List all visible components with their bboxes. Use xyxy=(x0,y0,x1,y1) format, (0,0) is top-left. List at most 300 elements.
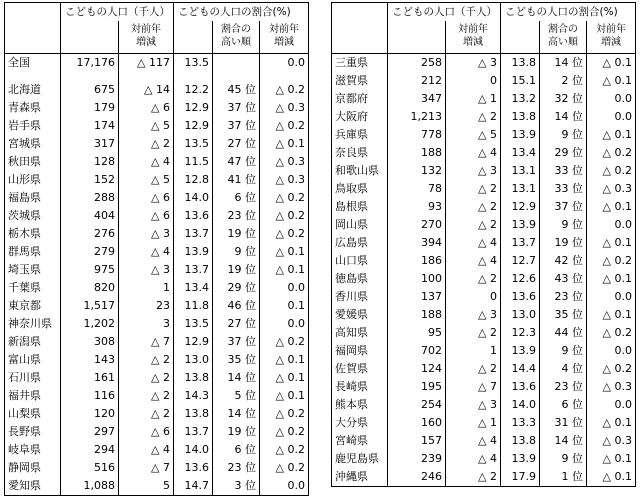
prefecture-cell: 島根県 xyxy=(332,198,388,216)
ratio-change-cell: △ 0.1 xyxy=(260,387,309,405)
prefecture-cell: 和歌山県 xyxy=(332,162,388,180)
ratio-cell: 13.9 xyxy=(501,342,540,360)
table-row xyxy=(5,81,309,99)
rank-cell: 19 位 xyxy=(540,234,587,252)
rank-cell: 23 位 xyxy=(540,288,587,306)
population-cell: 288 xyxy=(61,189,119,207)
ratio-cell: 13.9 xyxy=(501,216,540,234)
ratio-change-cell: △ 0.2 xyxy=(260,225,309,243)
rank-cell: 41 位 xyxy=(213,171,260,189)
table-row xyxy=(332,468,636,487)
rank-cell: 37 位 xyxy=(213,99,260,117)
table-row xyxy=(5,459,309,477)
table-row xyxy=(332,396,636,414)
ratio-change-cell: △ 0.1 xyxy=(587,306,636,324)
table-row xyxy=(5,441,309,459)
population-change-cell: △ 2 xyxy=(446,270,501,288)
table-row xyxy=(5,405,309,423)
population-cell: 152 xyxy=(61,171,119,189)
population-change-cell: △ 4 xyxy=(446,144,501,162)
prefecture-cell: 神奈川県 xyxy=(5,315,61,333)
population-cell: 212 xyxy=(388,72,446,90)
rank-cell: 14 位 xyxy=(213,405,260,423)
table-row xyxy=(332,270,636,288)
table-row xyxy=(5,135,309,153)
rank-cell: 32 位 xyxy=(540,90,587,108)
ratio-cell: 13.4 xyxy=(174,279,213,297)
rank-header: 割合の 高い順 xyxy=(213,21,260,54)
population-change-cell: △ 6 xyxy=(119,99,174,117)
ratio-change-cell: 0.0 xyxy=(587,108,636,126)
ratio-change-cell: △ 0.1 xyxy=(260,243,309,261)
population-change-cell: △ 5 xyxy=(119,117,174,135)
ratio-change-cell: △ 0.2 xyxy=(260,441,309,459)
table-row xyxy=(332,288,636,306)
ratio-change-cell: 0.0 xyxy=(260,279,309,297)
table-row xyxy=(5,369,309,387)
population-cell: 394 xyxy=(388,234,446,252)
left-population-table xyxy=(4,2,309,496)
rank-cell: 9 位 xyxy=(540,342,587,360)
ratio-yoy-header: 対前年 増減 xyxy=(587,21,636,54)
population-cell: 93 xyxy=(388,198,446,216)
ratio-cell: 17.9 xyxy=(501,468,540,487)
ratio-change-cell: △ 0.3 xyxy=(587,378,636,396)
population-cell: 246 xyxy=(388,468,446,487)
population-change-cell: △ 6 xyxy=(119,189,174,207)
population-change-cell: △ 3 xyxy=(119,225,174,243)
rank-cell: 27 位 xyxy=(213,315,260,333)
table-row xyxy=(5,225,309,243)
prefecture-cell: 宮城県 xyxy=(5,135,61,153)
right-population-table xyxy=(331,2,636,487)
population-cell: 1,202 xyxy=(61,315,119,333)
table-row xyxy=(5,261,309,279)
ratio-cell: 12.9 xyxy=(174,117,213,135)
ratio-change-cell: 0.0 xyxy=(260,315,309,333)
table-row xyxy=(5,189,309,207)
rank-cell: 35 位 xyxy=(540,306,587,324)
child-pop-header: こどもの人口（千人） xyxy=(61,3,174,22)
population-change-cell: △ 4 xyxy=(446,234,501,252)
ratio-cell: 13.4 xyxy=(501,144,540,162)
prefecture-cell: 岡山県 xyxy=(332,216,388,234)
prefecture-cell: 高知県 xyxy=(332,324,388,342)
rank-cell: 6 位 xyxy=(213,441,260,459)
population-change-cell: △ 2 xyxy=(446,180,501,198)
table-row xyxy=(5,171,309,189)
ratio-change-cell: △ 0.1 xyxy=(260,369,309,387)
rank-cell: 43 位 xyxy=(540,270,587,288)
ratio-change-cell: △ 0.2 xyxy=(260,333,309,351)
right-table-body xyxy=(332,54,636,487)
table-row xyxy=(332,126,636,144)
population-cell: 157 xyxy=(388,432,446,450)
prefecture-cell: 徳島県 xyxy=(332,270,388,288)
ratio-change-cell: 0.0 xyxy=(587,90,636,108)
prefecture-cell: 東京都 xyxy=(5,297,61,315)
population-change-cell: 23 xyxy=(119,297,174,315)
population-change-cell: △ 2 xyxy=(119,387,174,405)
rank-cell: 19 位 xyxy=(213,423,260,441)
ratio-cell: 13.9 xyxy=(174,243,213,261)
population-change-cell: △ 2 xyxy=(119,405,174,423)
ratio-change-cell: △ 0.2 xyxy=(587,162,636,180)
prefecture-cell: 長崎県 xyxy=(332,378,388,396)
ratio-change-cell: △ 0.2 xyxy=(260,189,309,207)
population-change-cell: △ 7 xyxy=(446,378,501,396)
ratio-cell: 13.8 xyxy=(501,54,540,73)
population-change-cell: △ 3 xyxy=(446,396,501,414)
ratio-change-cell: △ 0.2 xyxy=(587,144,636,162)
prefecture-cell: 佐賀県 xyxy=(332,360,388,378)
rank-cell: 4 位 xyxy=(540,360,587,378)
ratio-change-cell: 0.1 xyxy=(260,297,309,315)
ratio-change-cell: 0.0 xyxy=(587,396,636,414)
population-change-cell: △ 4 xyxy=(446,432,501,450)
prefecture-cell: 宮崎県 xyxy=(332,432,388,450)
rank-cell: 33 位 xyxy=(540,162,587,180)
table-row xyxy=(332,306,636,324)
rank-cell: 45 位 xyxy=(213,81,260,99)
prefecture-cell: 石川県 xyxy=(5,369,61,387)
ratio-cell: 13.3 xyxy=(501,414,540,432)
ratio-change-cell: 0.0 xyxy=(587,342,636,360)
population-cell: 95 xyxy=(388,324,446,342)
population-cell: 143 xyxy=(61,351,119,369)
table-row xyxy=(332,324,636,342)
ratio-change-cell: △ 0.2 xyxy=(260,423,309,441)
population-change-cell: 0 xyxy=(446,72,501,90)
ratio-cell: 12.2 xyxy=(174,81,213,99)
population-cell: 276 xyxy=(61,225,119,243)
population-change-cell: △ 6 xyxy=(119,207,174,225)
population-cell: 297 xyxy=(61,423,119,441)
population-cell: 17,176 xyxy=(61,54,119,73)
prefecture-cell: 広島県 xyxy=(332,234,388,252)
ratio-change-cell: 0.0 xyxy=(260,477,309,496)
ratio-cell: 13.0 xyxy=(501,306,540,324)
ratio-cell: 13.5 xyxy=(174,135,213,153)
rank-cell: 27 位 xyxy=(213,135,260,153)
ratio-cell: 15.1 xyxy=(501,72,540,90)
prefecture-cell: 静岡県 xyxy=(5,459,61,477)
prefecture-cell: 鹿児島県 xyxy=(332,450,388,468)
population-cell: 239 xyxy=(388,450,446,468)
population-cell: 128 xyxy=(61,153,119,171)
population-change-cell: 0 xyxy=(446,288,501,306)
table-row xyxy=(332,360,636,378)
rank-cell: 46 位 xyxy=(213,297,260,315)
ratio-change-cell: △ 0.3 xyxy=(587,432,636,450)
population-cell: 258 xyxy=(388,54,446,73)
ratio-change-cell: △ 0.1 xyxy=(260,261,309,279)
table-row xyxy=(332,162,636,180)
rank-cell: 23 位 xyxy=(540,378,587,396)
ratio-cell: 13.6 xyxy=(174,459,213,477)
table-row xyxy=(332,234,636,252)
rank-cell: 14 位 xyxy=(540,54,587,73)
table-row xyxy=(332,450,636,468)
ratio-change-cell: △ 0.1 xyxy=(260,135,309,153)
table-row xyxy=(5,99,309,117)
prefecture-cell: 福井県 xyxy=(5,387,61,405)
ratio-change-cell: △ 0.1 xyxy=(587,450,636,468)
population-change-cell: △ 2 xyxy=(119,369,174,387)
rank-cell: 35 位 xyxy=(213,351,260,369)
population-cell: 516 xyxy=(61,459,119,477)
ratio-cell: 14.4 xyxy=(501,360,540,378)
prefecture-cell: 全国 xyxy=(5,54,61,73)
ratio-change-cell: △ 0.3 xyxy=(260,171,309,189)
population-cell: 702 xyxy=(388,342,446,360)
prefecture-cell: 愛媛県 xyxy=(332,306,388,324)
population-change-cell: △ 2 xyxy=(446,198,501,216)
prefecture-cell: 福島県 xyxy=(5,189,61,207)
table-row xyxy=(332,90,636,108)
prefecture-cell: 秋田県 xyxy=(5,153,61,171)
rank-cell: 23 位 xyxy=(213,207,260,225)
table-row xyxy=(332,144,636,162)
ratio-cell: 12.7 xyxy=(501,252,540,270)
rank-cell xyxy=(213,54,260,73)
prefecture-cell: 青森県 xyxy=(5,99,61,117)
prefecture-cell: 栃木県 xyxy=(5,225,61,243)
ratio-change-cell: △ 0.2 xyxy=(260,207,309,225)
ratio-change-cell: △ 0.3 xyxy=(587,180,636,198)
population-change-cell: 1 xyxy=(446,342,501,360)
prefecture-cell: 北海道 xyxy=(5,81,61,99)
rank-cell: 29 位 xyxy=(540,144,587,162)
table-row xyxy=(332,108,636,126)
rank-cell: 37 位 xyxy=(213,117,260,135)
population-change-cell: △ 3 xyxy=(446,162,501,180)
table-row xyxy=(5,333,309,351)
ratio-cell: 14.3 xyxy=(174,387,213,405)
ratio-cell: 14.0 xyxy=(501,396,540,414)
table-row xyxy=(5,477,309,496)
prefecture-cell: 三重県 xyxy=(332,54,388,73)
rank-cell: 37 位 xyxy=(213,333,260,351)
population-cell: 294 xyxy=(61,441,119,459)
rank-cell: 31 位 xyxy=(540,414,587,432)
ratio-cell: 13.6 xyxy=(501,288,540,306)
table-row xyxy=(332,414,636,432)
ratio-cell: 14.7 xyxy=(174,477,213,496)
population-change-cell: 3 xyxy=(119,315,174,333)
population-cell: 254 xyxy=(388,396,446,414)
population-change-cell: △ 3 xyxy=(119,261,174,279)
ratio-cell: 12.6 xyxy=(501,270,540,288)
ratio-cell: 14.0 xyxy=(174,441,213,459)
table-row xyxy=(332,432,636,450)
table-row xyxy=(5,279,309,297)
ratio-cell: 13.7 xyxy=(174,261,213,279)
ratio-change-cell: △ 0.2 xyxy=(260,81,309,99)
rank-cell: 19 位 xyxy=(213,261,260,279)
ratio-cell: 13.9 xyxy=(501,126,540,144)
ratio-cell: 12.9 xyxy=(174,333,213,351)
ratio-yoy-header: 対前年 増減 xyxy=(260,21,309,54)
rank-cell: 23 位 xyxy=(213,459,260,477)
population-cell: 1,088 xyxy=(61,477,119,496)
population-change-cell: △ 1 xyxy=(446,90,501,108)
ratio-cell: 13.8 xyxy=(501,108,540,126)
rank-cell: 6 位 xyxy=(540,396,587,414)
rank-cell: 42 位 xyxy=(540,252,587,270)
prefecture-cell: 岩手県 xyxy=(5,117,61,135)
prefecture-cell: 福岡県 xyxy=(332,342,388,360)
child-pop-header: こどもの人口（千人） xyxy=(388,3,501,22)
population-cell: 279 xyxy=(61,243,119,261)
rank-cell: 9 位 xyxy=(540,450,587,468)
prefecture-cell: 群馬県 xyxy=(5,243,61,261)
prefecture-cell: 鳥取県 xyxy=(332,180,388,198)
population-cell: 137 xyxy=(388,288,446,306)
ratio-change-cell: △ 0.1 xyxy=(587,54,636,73)
rank-cell: 14 位 xyxy=(213,369,260,387)
ratio-cell: 13.1 xyxy=(501,180,540,198)
population-cell: 116 xyxy=(61,387,119,405)
ratio-change-cell: △ 0.1 xyxy=(587,198,636,216)
rank-cell: 44 位 xyxy=(540,324,587,342)
ratio-change-cell: △ 0.2 xyxy=(260,459,309,477)
population-change-cell: △ 5 xyxy=(119,171,174,189)
ratio-cell: 13.8 xyxy=(174,405,213,423)
corner-header-cell xyxy=(5,3,61,22)
population-cell: 1,213 xyxy=(388,108,446,126)
ratio-change-cell: △ 0.1 xyxy=(587,270,636,288)
table-row xyxy=(332,180,636,198)
ratio-cell: 13.5 xyxy=(174,54,213,73)
ratio-change-cell: △ 0.2 xyxy=(260,117,309,135)
spacer-row xyxy=(5,72,309,81)
prefecture-cell: 埼玉県 xyxy=(5,261,61,279)
ratio-cell: 13.0 xyxy=(174,351,213,369)
prefecture-cell: 山口県 xyxy=(332,252,388,270)
population-change-cell: △ 3 xyxy=(446,54,501,73)
table-row xyxy=(5,423,309,441)
population-change-cell: △ 117 xyxy=(119,54,174,73)
population-cell: 347 xyxy=(388,90,446,108)
prefecture-cell: 滋賀県 xyxy=(332,72,388,90)
ratio-change-cell: 0.0 xyxy=(587,288,636,306)
table-row xyxy=(332,216,636,234)
ratio-cell: 12.9 xyxy=(174,99,213,117)
ratio-change-cell: △ 0.2 xyxy=(587,252,636,270)
rank-cell: 14 位 xyxy=(540,432,587,450)
population-change-cell: △ 4 xyxy=(446,450,501,468)
table-row xyxy=(5,54,309,73)
table-row xyxy=(5,351,309,369)
population-cell: 820 xyxy=(61,279,119,297)
table-row xyxy=(5,297,309,315)
ratio-cell: 13.2 xyxy=(501,90,540,108)
left-table-body xyxy=(5,54,309,496)
ratio-cell: 13.7 xyxy=(501,234,540,252)
ratio-change-cell: △ 0.1 xyxy=(587,468,636,487)
population-cell: 174 xyxy=(61,117,119,135)
prefecture-cell: 京都府 xyxy=(332,90,388,108)
population-cell: 675 xyxy=(61,81,119,99)
ratio-cell: 13.5 xyxy=(174,315,213,333)
rank-cell: 19 位 xyxy=(213,225,260,243)
table-row xyxy=(332,252,636,270)
prefecture-cell: 岐阜県 xyxy=(5,441,61,459)
population-change-cell: △ 2 xyxy=(446,216,501,234)
rank-header: 割合の 高い順 xyxy=(540,21,587,54)
ratio-change-cell: △ 0.3 xyxy=(260,153,309,171)
rank-cell: 5 位 xyxy=(213,387,260,405)
rank-cell: 3 位 xyxy=(213,477,260,496)
prefecture-cell: 新潟県 xyxy=(5,333,61,351)
population-change-cell: 5 xyxy=(119,477,174,496)
population-cell: 975 xyxy=(61,261,119,279)
population-cell: 188 xyxy=(388,306,446,324)
prefecture-cell: 沖縄県 xyxy=(332,468,388,487)
prefecture-cell: 愛知県 xyxy=(5,477,61,496)
ratio-change-cell: △ 0.2 xyxy=(587,324,636,342)
ratio-change-cell: △ 0.1 xyxy=(260,351,309,369)
population-cell: 132 xyxy=(388,162,446,180)
pop-yoy-header: 対前年 増減 xyxy=(119,21,174,54)
ratio-cell: 12.9 xyxy=(501,198,540,216)
ratio-change-cell: 0.0 xyxy=(260,54,309,73)
population-cell: 186 xyxy=(388,252,446,270)
ratio-change-cell: △ 0.1 xyxy=(587,126,636,144)
population-cell: 270 xyxy=(388,216,446,234)
rank-cell: 29 位 xyxy=(213,279,260,297)
population-cell: 1,517 xyxy=(61,297,119,315)
prefecture-cell: 山形県 xyxy=(5,171,61,189)
ratio-cell: 11.5 xyxy=(174,153,213,171)
ratio-change-cell: △ 0.2 xyxy=(587,360,636,378)
rank-cell: 9 位 xyxy=(213,243,260,261)
table-row xyxy=(332,72,636,90)
ratio-change-cell: △ 0.1 xyxy=(587,234,636,252)
population-change-cell: △ 5 xyxy=(446,126,501,144)
ratio-cell: 12.8 xyxy=(174,171,213,189)
rank-cell: 14 位 xyxy=(540,108,587,126)
table-row xyxy=(5,243,309,261)
table-row xyxy=(332,54,636,73)
population-change-cell: △ 3 xyxy=(446,306,501,324)
ratio-cell: 14.0 xyxy=(174,189,213,207)
rank-cell: 1 位 xyxy=(540,468,587,487)
prefecture-cell: 富山県 xyxy=(5,351,61,369)
population-change-cell: △ 2 xyxy=(119,135,174,153)
prefecture-cell: 山梨県 xyxy=(5,405,61,423)
rank-cell: 2 位 xyxy=(540,72,587,90)
population-change-cell: △ 4 xyxy=(446,252,501,270)
ratio-cell: 13.1 xyxy=(501,162,540,180)
table-row xyxy=(5,387,309,405)
table-row xyxy=(5,153,309,171)
child-ratio-header: こどもの人口の割合(%) xyxy=(501,3,636,22)
rank-cell: 9 位 xyxy=(540,126,587,144)
population-cell: 78 xyxy=(388,180,446,198)
population-change-cell: △ 7 xyxy=(119,333,174,351)
prefecture-cell: 千葉県 xyxy=(5,279,61,297)
table-row xyxy=(332,378,636,396)
population-cell: 404 xyxy=(61,207,119,225)
ratio-cell: 13.6 xyxy=(501,378,540,396)
prefecture-cell: 兵庫県 xyxy=(332,126,388,144)
population-cell: 308 xyxy=(61,333,119,351)
ratio-change-cell: △ 0.2 xyxy=(260,405,309,423)
prefecture-cell: 大分県 xyxy=(332,414,388,432)
ratio-cell: 13.7 xyxy=(174,225,213,243)
